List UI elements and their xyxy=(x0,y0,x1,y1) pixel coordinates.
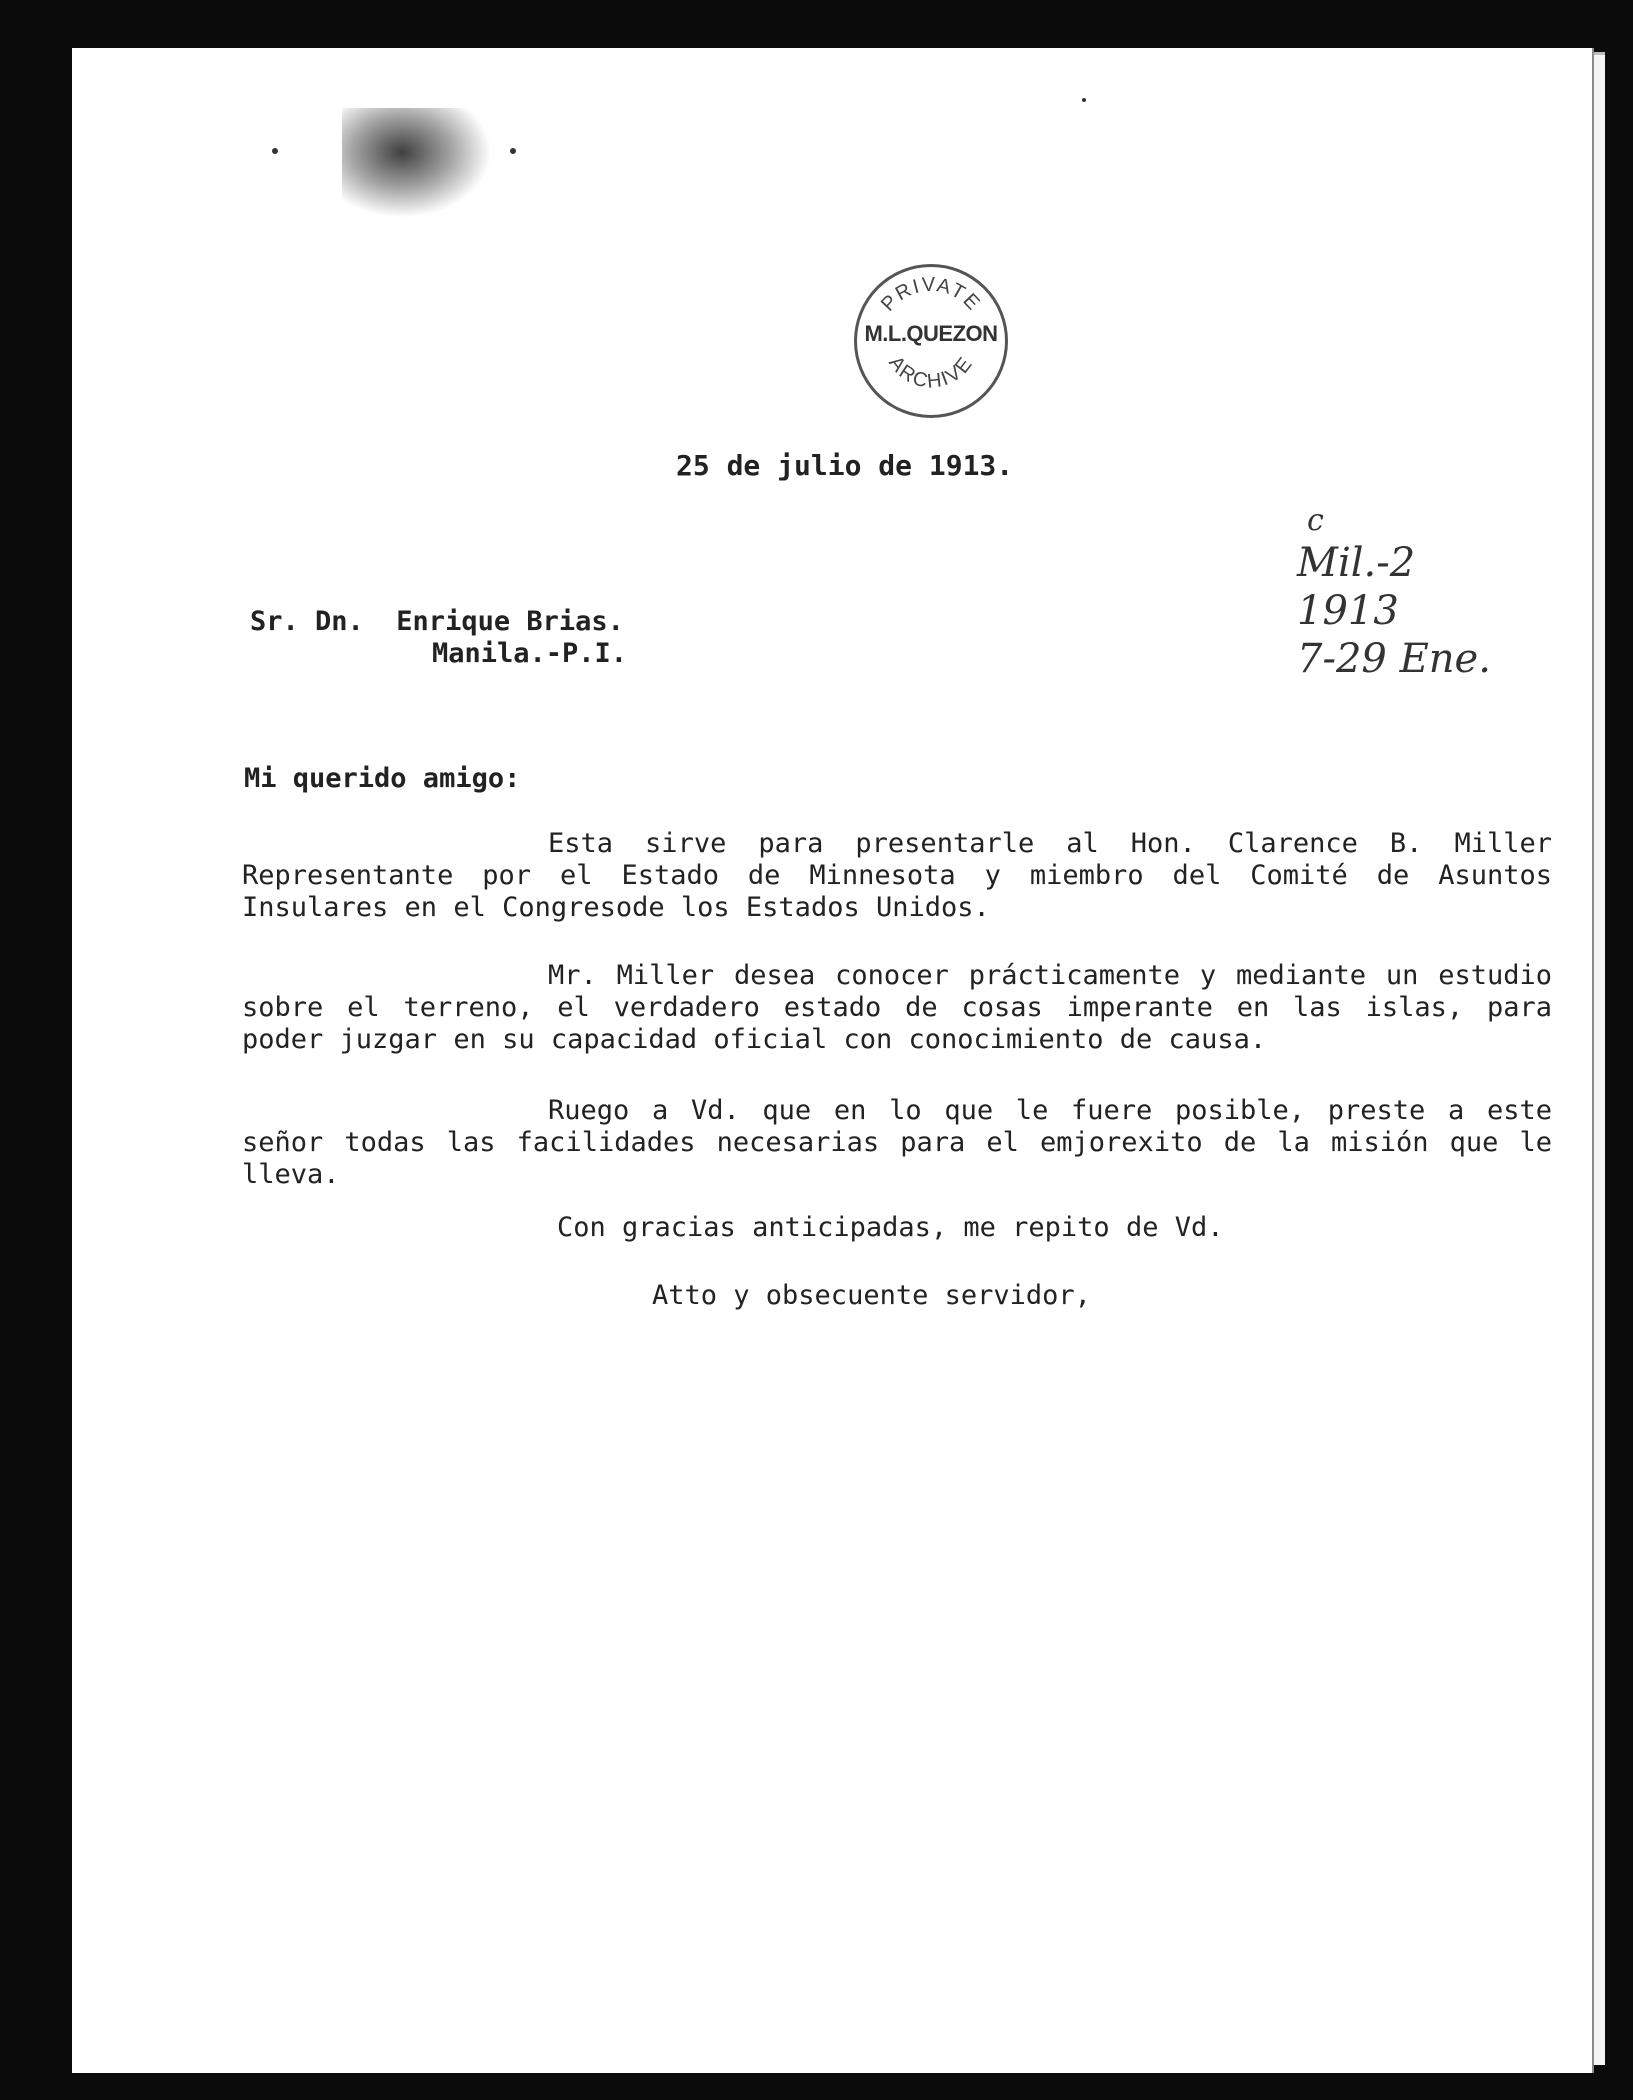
annotation-line: 1913 xyxy=(1297,588,1399,634)
archive-stamp xyxy=(854,264,1008,418)
recipient-name: Sr. Dn. Enrique Brias. xyxy=(250,606,624,637)
body-paragraph xyxy=(242,960,1552,1056)
paragraph-text: Mr. Miller desea conocer prácticamente y mediante un estudio sobre el terreno, el verdadero estado de cosas imperante en las islas, para poder juzgar en su capacidad oficial con conocimiento de causa. xyxy=(242,960,1552,1055)
annotation-line: c xyxy=(1307,503,1324,538)
recipient-location: Manila.-P.I. xyxy=(432,638,628,669)
letter-page xyxy=(72,48,1592,2073)
stamp-top-text: PRIVATE xyxy=(877,273,985,316)
svg-text:PRIVATE xyxy=(877,274,985,316)
ink-smudge xyxy=(342,108,492,218)
letter-date: 25 de julio de 1913. xyxy=(676,449,1014,482)
stamp-bottom-text: ARCHIVE xyxy=(884,352,978,393)
handwritten-annotation xyxy=(1297,503,1633,683)
body-paragraph xyxy=(242,828,1552,924)
annotation-line: Mil.-2 xyxy=(1297,540,1416,586)
ink-speck xyxy=(1082,98,1086,102)
paragraph-text: Ruego a Vd. que en lo que le fuere posible, preste a este señor todas las facilidades necesarias para el emjorexito de la misión que le lleva. xyxy=(242,1095,1552,1190)
signoff-line: Atto y obsecuente servidor, xyxy=(652,1280,1091,1311)
body-paragraph xyxy=(242,1095,1552,1191)
annotation-line: 7-29 Ene. xyxy=(1297,636,1491,682)
closing-line: Con gracias anticipadas, me repito de Vd. xyxy=(557,1212,1224,1243)
salutation: Mi querido amigo: xyxy=(244,763,521,794)
stamp-center-text: M.L.QUEZON xyxy=(864,321,998,346)
paragraph-text: Esta sirve para presentarle al Hon. Clarence B. Miller Representante por el Estado de Minnesota y miembro del Comité de Asuntos Insulares en el Congresode los Estados Unidos. xyxy=(242,828,1552,923)
svg-text:ARCHIVE xyxy=(884,352,977,393)
ink-speck xyxy=(272,148,278,154)
ink-speck xyxy=(510,148,516,154)
